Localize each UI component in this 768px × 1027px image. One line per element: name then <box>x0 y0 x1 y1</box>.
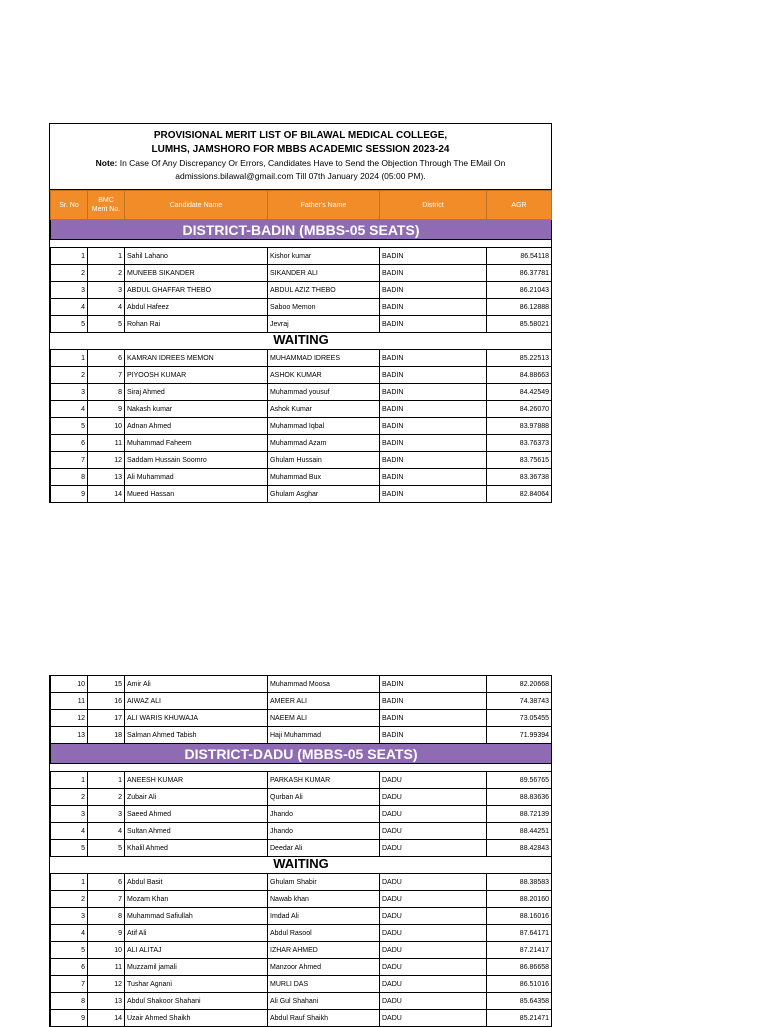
father-name-cell: Abdul Rauf Shaikh <box>268 1010 380 1027</box>
merit-no-cell: 12 <box>88 452 125 469</box>
district-section-header <box>51 744 552 764</box>
candidate-name-cell: Mueed Hassan <box>125 486 268 503</box>
father-name-cell: Jhando <box>268 806 380 823</box>
sr-no-cell: 8 <box>51 469 88 486</box>
agr-cell: 85.22513 <box>487 350 552 367</box>
merit-no-cell: 15 <box>88 676 125 693</box>
agr-cell: 83.97888 <box>487 418 552 435</box>
merit-no-cell: 13 <box>88 469 125 486</box>
father-name-cell: Ghulam Hussain <box>268 452 380 469</box>
agr-cell: 82.84064 <box>487 486 552 503</box>
table-row <box>51 840 552 857</box>
spacer-row <box>51 764 552 772</box>
document-header <box>50 124 551 190</box>
district-cell: BADIN <box>380 401 487 418</box>
badin-merit-table <box>50 190 552 503</box>
candidate-name-cell: Ali Muhammad <box>125 469 268 486</box>
sr-no-cell: 1 <box>51 350 88 367</box>
district-cell: BADIN <box>380 469 487 486</box>
candidate-name-cell: Abdul Hafeez <box>125 299 268 316</box>
sr-no-cell: 1 <box>51 874 88 891</box>
candidate-name-cell: ANEESH KUMAR <box>125 772 268 789</box>
merit-no-cell: 5 <box>88 316 125 333</box>
merit-no-cell: 3 <box>88 282 125 299</box>
district-cell: BADIN <box>380 350 487 367</box>
waiting-heading: WAITING <box>51 857 552 874</box>
candidate-name-cell: Sahil Lahano <box>125 248 268 265</box>
candidate-name-cell: KAMRAN IDREES MEMON <box>125 350 268 367</box>
father-name-cell: Qurban Ali <box>268 789 380 806</box>
candidate-name-cell: ABDUL GHAFFAR THEBO <box>125 282 268 299</box>
spacer-row <box>51 240 552 248</box>
merit-no-cell: 14 <box>88 486 125 503</box>
district-cell: BADIN <box>380 248 487 265</box>
sr-no-cell: 4 <box>51 299 88 316</box>
table-row <box>51 469 552 486</box>
father-name-cell: ASHOK KUMAR <box>268 367 380 384</box>
agr-cell: 74.38743 <box>487 693 552 710</box>
candidate-name-cell: Adnan Ahmed <box>125 418 268 435</box>
district-cell: DADU <box>380 874 487 891</box>
agr-cell: 88.16016 <box>487 908 552 925</box>
district-cell: DADU <box>380 959 487 976</box>
candidate-name-cell: PIYOOSH KUMAR <box>125 367 268 384</box>
agr-cell: 88.20160 <box>487 891 552 908</box>
district-cell: DADU <box>380 891 487 908</box>
sr-no-cell: 5 <box>51 840 88 857</box>
merit-list-page-2 <box>49 675 552 1027</box>
candidate-name-cell: Uzair Ahmed Shaikh <box>125 1010 268 1027</box>
agr-cell: 86.21043 <box>487 282 552 299</box>
table-row <box>51 908 552 925</box>
merit-no-cell: 2 <box>88 789 125 806</box>
table-row <box>51 265 552 282</box>
candidate-name-cell: Saeed Ahmed <box>125 806 268 823</box>
father-name-cell: Muhammad Iqbal <box>268 418 380 435</box>
table-row <box>51 925 552 942</box>
district-cell: BADIN <box>380 282 487 299</box>
father-name-cell: Muhammad Moosa <box>268 676 380 693</box>
sr-no-cell: 2 <box>51 367 88 384</box>
merit-list-page-1 <box>49 123 552 503</box>
agr-cell: 88.44251 <box>487 823 552 840</box>
candidate-name-cell: Siraj Ahmed <box>125 384 268 401</box>
district-cell: BADIN <box>380 367 487 384</box>
district-cell: BADIN <box>380 676 487 693</box>
column-header: District <box>380 191 487 220</box>
father-name-cell: Haji Muhammad <box>268 727 380 744</box>
father-name-cell: Ghulam Asghar <box>268 486 380 503</box>
merit-no-cell: 4 <box>88 299 125 316</box>
sr-no-cell: 5 <box>51 418 88 435</box>
district-cell: DADU <box>380 1010 487 1027</box>
agr-cell: 88.38583 <box>487 874 552 891</box>
agr-cell: 84.42549 <box>487 384 552 401</box>
table-row <box>51 772 552 789</box>
sr-no-cell: 1 <box>51 772 88 789</box>
candidate-name-cell: Abdul Basit <box>125 874 268 891</box>
sr-no-cell: 12 <box>51 710 88 727</box>
sr-no-cell: 4 <box>51 823 88 840</box>
agr-cell: 88.72139 <box>487 806 552 823</box>
district-cell: BADIN <box>380 418 487 435</box>
father-name-cell: Abdul Rasool <box>268 925 380 942</box>
district-section-title: DISTRICT-BADIN (MBBS-05 SEATS) <box>51 220 552 240</box>
table-row <box>51 452 552 469</box>
merit-no-cell: 2 <box>88 265 125 282</box>
candidate-name-cell: Zubair Ali <box>125 789 268 806</box>
merit-no-cell: 12 <box>88 976 125 993</box>
merit-no-cell: 11 <box>88 435 125 452</box>
column-header: Sr. No <box>51 191 88 220</box>
sr-no-cell: 3 <box>51 384 88 401</box>
sr-no-cell: 7 <box>51 452 88 469</box>
candidate-name-cell: Amir Ali <box>125 676 268 693</box>
agr-cell: 83.76373 <box>487 435 552 452</box>
father-name-cell: MURLI DAS <box>268 976 380 993</box>
candidate-name-cell: Muhammad Faheem <box>125 435 268 452</box>
sr-no-cell: 13 <box>51 727 88 744</box>
column-header: AGR <box>487 191 552 220</box>
sr-no-cell: 7 <box>51 976 88 993</box>
district-cell: BADIN <box>380 727 487 744</box>
father-name-cell: MUHAMMAD IDREES <box>268 350 380 367</box>
merit-no-cell: 5 <box>88 840 125 857</box>
table-row <box>51 316 552 333</box>
objection-email-line: admissions.bilawal@gmail.com Till 07th January 2024 (05:00 PM). <box>175 171 426 181</box>
table-row <box>51 942 552 959</box>
table-row <box>51 710 552 727</box>
merit-no-cell: 8 <box>88 384 125 401</box>
agr-cell: 82.20668 <box>487 676 552 693</box>
candidate-name-cell: ALI WARIS KHUWAJA <box>125 710 268 727</box>
agr-cell: 87.21417 <box>487 942 552 959</box>
agr-cell: 85.58021 <box>487 316 552 333</box>
sr-no-cell: 10 <box>51 676 88 693</box>
agr-cell: 86.12888 <box>487 299 552 316</box>
merit-no-cell: 8 <box>88 908 125 925</box>
column-header-row <box>51 191 552 220</box>
table-row <box>51 993 552 1010</box>
father-name-cell: AMEER ALI <box>268 693 380 710</box>
merit-no-cell: 10 <box>88 418 125 435</box>
merit-no-cell: 16 <box>88 693 125 710</box>
district-cell: BADIN <box>380 265 487 282</box>
father-name-cell: IZHAR AHMED <box>268 942 380 959</box>
agr-cell: 84.88663 <box>487 367 552 384</box>
district-cell: BADIN <box>380 316 487 333</box>
sr-no-cell: 11 <box>51 693 88 710</box>
merit-no-cell: 1 <box>88 772 125 789</box>
candidate-name-cell: MUNEEB SIKANDER <box>125 265 268 282</box>
agr-cell: 88.83636 <box>487 789 552 806</box>
candidate-name-cell: AIWAZ ALI <box>125 693 268 710</box>
candidate-name-cell: Muhammad Safiullah <box>125 908 268 925</box>
sr-no-cell: 9 <box>51 1010 88 1027</box>
merit-no-cell: 10 <box>88 942 125 959</box>
table-row <box>51 806 552 823</box>
sr-no-cell: 2 <box>51 891 88 908</box>
merit-no-cell: 3 <box>88 806 125 823</box>
district-cell: BADIN <box>380 452 487 469</box>
father-name-cell: Manzoor Ahmed <box>268 959 380 976</box>
sr-no-cell: 8 <box>51 993 88 1010</box>
table-row <box>51 384 552 401</box>
father-name-cell: Ali Gul Shahani <box>268 993 380 1010</box>
merit-no-cell: 13 <box>88 993 125 1010</box>
sr-no-cell: 3 <box>51 806 88 823</box>
table-row <box>51 486 552 503</box>
father-name-cell: Deedar Ali <box>268 840 380 857</box>
column-header: Father's Name <box>268 191 380 220</box>
candidate-name-cell: Muzzamil jamali <box>125 959 268 976</box>
sr-no-cell: 4 <box>51 401 88 418</box>
merit-no-cell: 9 <box>88 925 125 942</box>
sr-no-cell: 4 <box>51 925 88 942</box>
candidate-name-cell: Atif Ali <box>125 925 268 942</box>
candidate-name-cell: Salman Ahmed Tabish <box>125 727 268 744</box>
district-cell: BADIN <box>380 710 487 727</box>
column-header: Candidate Name <box>125 191 268 220</box>
candidate-name-cell: Khalil Ahmed <box>125 840 268 857</box>
merit-no-cell: 6 <box>88 350 125 367</box>
table-row <box>51 727 552 744</box>
father-name-cell: Ashok Kumar <box>268 401 380 418</box>
table-row <box>51 401 552 418</box>
district-cell: DADU <box>380 925 487 942</box>
table-row <box>51 959 552 976</box>
title-line-1: PROVISIONAL MERIT LIST OF BILAWAL MEDICAL COLLEGE, <box>153 130 448 141</box>
agr-cell: 88.42843 <box>487 840 552 857</box>
agr-cell: 86.51016 <box>487 976 552 993</box>
table-row <box>51 891 552 908</box>
district-cell: BADIN <box>380 693 487 710</box>
father-name-cell: Muhammad Bux <box>268 469 380 486</box>
table-row <box>51 976 552 993</box>
waiting-heading-row <box>51 333 552 350</box>
agr-cell: 83.36738 <box>487 469 552 486</box>
table-row <box>51 418 552 435</box>
agr-cell: 85.64358 <box>487 993 552 1010</box>
merit-no-cell: 6 <box>88 874 125 891</box>
table-row <box>51 823 552 840</box>
merit-no-cell: 4 <box>88 823 125 840</box>
merit-no-cell: 14 <box>88 1010 125 1027</box>
district-cell: BADIN <box>380 384 487 401</box>
candidate-name-cell: Sultan Ahmed <box>125 823 268 840</box>
agr-cell: 73.05455 <box>487 710 552 727</box>
district-cell: BADIN <box>380 435 487 452</box>
merit-no-cell: 7 <box>88 891 125 908</box>
waiting-heading: WAITING <box>51 333 552 350</box>
table-row <box>51 282 552 299</box>
father-name-cell: NAEEM ALI <box>268 710 380 727</box>
table-row <box>51 693 552 710</box>
agr-cell: 86.86658 <box>487 959 552 976</box>
candidate-name-cell: Abdul Shakoor Shahani <box>125 993 268 1010</box>
column-header: BMC Merit No. <box>88 191 125 220</box>
district-cell: DADU <box>380 993 487 1010</box>
waiting-heading-row <box>51 857 552 874</box>
father-name-cell: Kishor kumar <box>268 248 380 265</box>
merit-no-cell: 11 <box>88 959 125 976</box>
merit-no-cell: 7 <box>88 367 125 384</box>
district-cell: DADU <box>380 976 487 993</box>
district-cell: BADIN <box>380 486 487 503</box>
district-cell: DADU <box>380 789 487 806</box>
merit-no-cell: 18 <box>88 727 125 744</box>
candidate-name-cell: Saddam Hussain Soomro <box>125 452 268 469</box>
sr-no-cell: 9 <box>51 486 88 503</box>
table-row <box>51 248 552 265</box>
merit-no-cell: 9 <box>88 401 125 418</box>
father-name-cell: ABDUL AZIZ THEBO <box>268 282 380 299</box>
sr-no-cell: 1 <box>51 248 88 265</box>
district-cell: DADU <box>380 806 487 823</box>
note-label: Note: <box>95 158 118 168</box>
agr-cell: 89.56765 <box>487 772 552 789</box>
father-name-cell: Jevraj <box>268 316 380 333</box>
agr-cell: 71.99394 <box>487 727 552 744</box>
father-name-cell: Muhammad yousuf <box>268 384 380 401</box>
sr-no-cell: 3 <box>51 282 88 299</box>
district-cell: DADU <box>380 840 487 857</box>
table-row <box>51 299 552 316</box>
father-name-cell: Saboo Memon <box>268 299 380 316</box>
candidate-name-cell: Nakash kumar <box>125 401 268 418</box>
candidate-name-cell: ALI ALITAJ <box>125 942 268 959</box>
father-name-cell: Imdad Ali <box>268 908 380 925</box>
candidate-name-cell: Tushar Agnani <box>125 976 268 993</box>
candidate-name-cell: Rohan Rai <box>125 316 268 333</box>
sr-no-cell: 5 <box>51 942 88 959</box>
agr-cell: 84.26070 <box>487 401 552 418</box>
district-cell: DADU <box>380 823 487 840</box>
table-row <box>51 350 552 367</box>
sr-no-cell: 2 <box>51 265 88 282</box>
father-name-cell: Jhando <box>268 823 380 840</box>
table-row <box>51 435 552 452</box>
table-row <box>51 789 552 806</box>
table-row <box>51 367 552 384</box>
district-section-header <box>51 220 552 240</box>
father-name-cell: Nawab khan <box>268 891 380 908</box>
district-cell: DADU <box>380 908 487 925</box>
district-cell: DADU <box>380 942 487 959</box>
merit-no-cell: 1 <box>88 248 125 265</box>
agr-cell: 86.37781 <box>487 265 552 282</box>
sr-no-cell: 6 <box>51 959 88 976</box>
table-row <box>51 874 552 891</box>
title-line-2: LUMHS, JAMSHORO FOR MBBS ACADEMIC SESSION 2023-24 <box>151 144 450 155</box>
sr-no-cell: 3 <box>51 908 88 925</box>
agr-cell: 87.64171 <box>487 925 552 942</box>
agr-cell: 85.21471 <box>487 1010 552 1027</box>
candidate-name-cell: Mozam Khan <box>125 891 268 908</box>
district-cell: DADU <box>380 772 487 789</box>
sr-no-cell: 6 <box>51 435 88 452</box>
objection-note <box>50 157 551 170</box>
father-name-cell: PARKASH KUMAR <box>268 772 380 789</box>
father-name-cell: SIKANDER ALI <box>268 265 380 282</box>
district-cell: BADIN <box>380 299 487 316</box>
agr-cell: 86.54118 <box>487 248 552 265</box>
sr-no-cell: 5 <box>51 316 88 333</box>
father-name-cell: Muhammad Azam <box>268 435 380 452</box>
sr-no-cell: 2 <box>51 789 88 806</box>
district-section-title: DISTRICT-DADU (MBBS-05 SEATS) <box>51 744 552 764</box>
badin-dadu-merit-table <box>50 675 552 1027</box>
note-text: In Case Of Any Discrepancy Or Errors, Candidates Have to Send the Objection Through The EMail On <box>117 158 506 168</box>
father-name-cell: Ghulam Shabir <box>268 874 380 891</box>
agr-cell: 83.75615 <box>487 452 552 469</box>
merit-no-cell: 17 <box>88 710 125 727</box>
table-row <box>51 676 552 693</box>
